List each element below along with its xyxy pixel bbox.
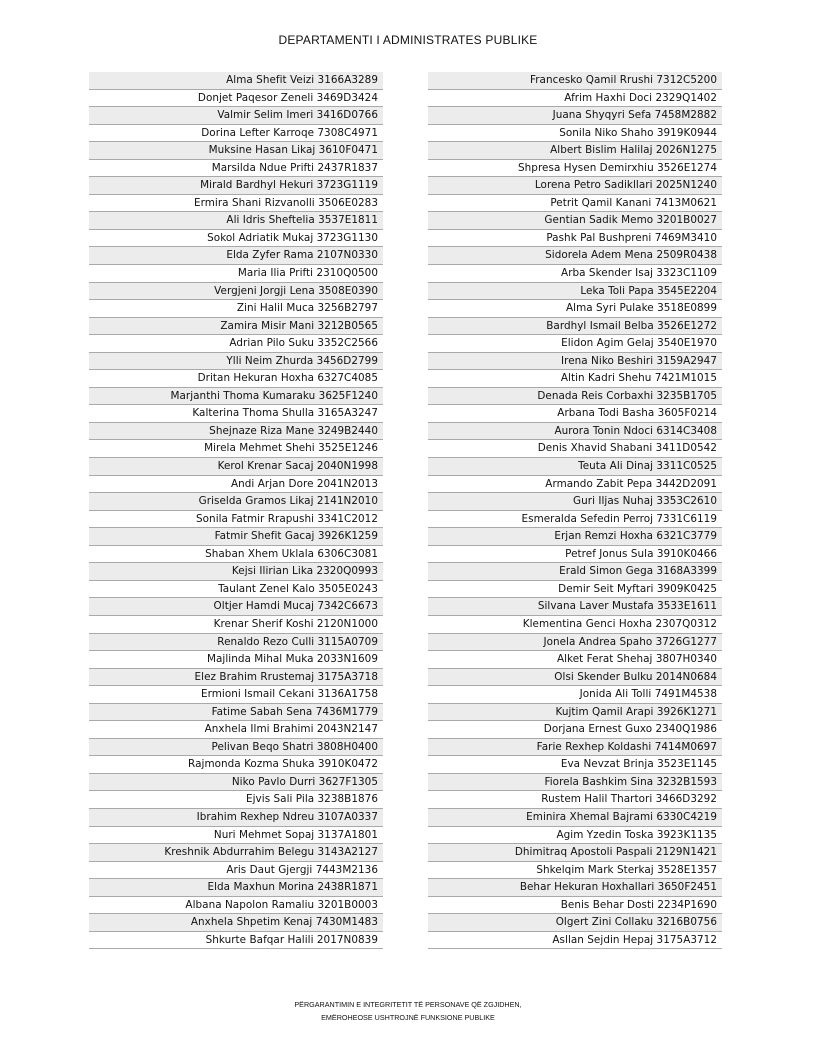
list-item: Afrim Haxhi Doci 2329Q1402 [428,90,722,108]
list-item: Anxhela Shpetim Kenaj 7430M1483 [89,914,383,932]
list-item: Dhimitraq Apostoli Paspali 2129N1421 [428,844,722,862]
list-item: Ali Idris Sheftelia 3537E1811 [89,212,383,230]
list-item: Behar Hekuran Hoxhallari 3650F2451 [428,879,722,897]
list-item: Shkurte Bafqar Halili 2017N0839 [89,932,383,950]
list-item: Eva Nevzat Brinja 3523E1145 [428,756,722,774]
list-item: Altin Kadri Shehu 7421M1015 [428,370,722,388]
list-item: Petref Jonus Sula 3910K0466 [428,546,722,564]
list-item: Fatmir Shefit Gacaj 3926K1259 [89,528,383,546]
list-item: Shpresa Hysen Demirxhiu 3526E1274 [428,160,722,178]
footer-line-2: EMËROHEOSE USHTROJNË FUNKSIONE PUBLIKE [321,1012,495,1022]
list-item: Dorina Lefter Karroqe 7308C4971 [89,125,383,143]
list-item: Jonela Andrea Spaho 3726G1277 [428,634,722,652]
list-item: Kejsi Ilirian Lika 2320Q0993 [89,563,383,581]
list-item: Ibrahim Rexhep Ndreu 3107A0337 [89,809,383,827]
list-item: Bardhyl Ismail Belba 3526E1272 [428,318,722,336]
list-item: Taulant Zenel Kalo 3505E0243 [89,581,383,599]
list-item: Renaldo Rezo Culli 3115A0709 [89,634,383,652]
list-item: Ylli Neim Zhurda 3456D2799 [89,353,383,371]
page-footer [0,999,816,1024]
list-item: Arbana Todi Basha 3605F0214 [428,405,722,423]
list-item: Agim Yzedin Toska 3923K1135 [428,827,722,845]
left-name-list [89,72,383,949]
list-item: Erjan Remzi Hoxha 6321C3779 [428,528,722,546]
list-item: Farie Rexhep Koldashi 7414M0697 [428,739,722,757]
list-item: Petrit Qamil Kanani 7413M0621 [428,195,722,213]
list-item: Adrian Pilo Suku 3352C2566 [89,335,383,353]
list-item: Denis Xhavid Shabani 3411D0542 [428,440,722,458]
list-item: Oltjer Hamdi Mucaj 7342C6673 [89,598,383,616]
list-item: Zamira Misir Mani 3212B0565 [89,318,383,336]
list-item: Leka Toli Papa 3545E2204 [428,283,722,301]
list-item: Shaban Xhem Uklala 6306C3081 [89,546,383,564]
right-name-list [428,72,722,949]
list-item: Zini Halil Muca 3256B2797 [89,300,383,318]
list-item: Sidorela Adem Mena 2509R0438 [428,247,722,265]
list-item: Sonila Niko Shaho 3919K0944 [428,125,722,143]
list-item: Klementina Genci Hoxha 2307Q0312 [428,616,722,634]
list-item: Maria Ilia Prifti 2310Q0500 [89,265,383,283]
list-item: Demir Seit Myftari 3909K0425 [428,581,722,599]
list-item: Fiorela Bashkim Sina 3232B1593 [428,774,722,792]
list-item: Dorjana Ernest Guxo 2340Q1986 [428,721,722,739]
list-item: Alma Shefit Veizi 3166A3289 [89,72,383,90]
list-item: Ermioni Ismail Cekani 3136A1758 [89,686,383,704]
list-item: Denada Reis Corbaxhi 3235B1705 [428,388,722,406]
list-item: Griselda Gramos Likaj 2141N2010 [89,493,383,511]
list-item: Marjanthi Thoma Kumaraku 3625F1240 [89,388,383,406]
list-item: Ermira Shani Rizvanolli 3506E0283 [89,195,383,213]
list-item: Arba Skender Isaj 3323C1109 [428,265,722,283]
list-item: Eminira Xhemal Bajrami 6330C4219 [428,809,722,827]
list-item: Guri Iljas Nuhaj 3353C2610 [428,493,722,511]
list-item: Kalterina Thoma Shulla 3165A3247 [89,405,383,423]
list-item: Ejvis Sali Pila 3238B1876 [89,791,383,809]
list-item: Nuri Mehmet Sopaj 3137A1801 [89,827,383,845]
list-item: Olgert Zini Collaku 3216B0756 [428,914,722,932]
list-item: Kreshnik Abdurrahim Belegu 3143A2127 [89,844,383,862]
list-item: Anxhela Ilmi Brahimi 2043N2147 [89,721,383,739]
list-item: Pelivan Beqo Shatri 3808H0400 [89,739,383,757]
list-item: Valmir Selim Imeri 3416D0766 [89,107,383,125]
list-item: Majlinda Mihal Muka 2033N1609 [89,651,383,669]
list-item: Francesko Qamil Rrushi 7312C5200 [428,72,722,90]
list-item: Irena Niko Beshiri 3159A2947 [428,353,722,371]
list-item: Gentian Sadik Memo 3201B0027 [428,212,722,230]
list-item: Armando Zabit Pepa 3442D2091 [428,476,722,494]
list-item: Muksine Hasan Likaj 3610F0471 [89,142,383,160]
list-item: Juana Shyqyri Sefa 7458M2882 [428,107,722,125]
list-item: Krenar Sherif Koshi 2120N1000 [89,616,383,634]
page-title: DEPARTAMENTI I ADMINISTRATES PUBLIKE [278,33,538,47]
list-item: Albana Napolon Ramaliu 3201B0003 [89,897,383,915]
list-item: Aris Daut Gjergji 7443M2136 [89,862,383,880]
list-item: Andi Arjan Dore 2041N2013 [89,476,383,494]
list-item: Vergjeni Jorgji Lena 3508E0390 [89,283,383,301]
list-item: Esmeralda Sefedin Perroj 7331C6119 [428,511,722,529]
list-item: Kujtim Qamil Arapi 3926K1271 [428,704,722,722]
list-item: Shkelqim Mark Sterkaj 3528E1357 [428,862,722,880]
list-item: Alma Syri Pulake 3518E0899 [428,300,722,318]
list-item: Aurora Tonin Ndoci 6314C3408 [428,423,722,441]
list-item: Olsi Skender Bulku 2014N0684 [428,669,722,687]
list-item: Donjet Paqesor Zeneli 3469D3424 [89,90,383,108]
list-item: Fatime Sabah Sena 7436M1779 [89,704,383,722]
list-item: Shejnaze Riza Mane 3249B2440 [89,423,383,441]
list-item: Elda Zyfer Rama 2107N0330 [89,247,383,265]
list-item: Marsilda Ndue Prifti 2437R1837 [89,160,383,178]
list-item: Mirela Mehmet Shehi 3525E1246 [89,440,383,458]
list-item: Jonida Ali Tolli 7491M4538 [428,686,722,704]
list-item: Asllan Sejdin Hepaj 3175A3712 [428,932,722,950]
list-item: Alket Ferat Shehaj 3807H0340 [428,651,722,669]
list-item: Niko Pavlo Durri 3627F1305 [89,774,383,792]
list-item: Rustem Halil Thartori 3466D3292 [428,791,722,809]
list-item: Benis Behar Dosti 2234P1690 [428,897,722,915]
list-item: Elda Maxhun Morina 2438R1871 [89,879,383,897]
list-item: Kerol Krenar Sacaj 2040N1998 [89,458,383,476]
list-item: Sokol Adriatik Mukaj 3723G1130 [89,230,383,248]
list-item: Erald Simon Gega 3168A3399 [428,563,722,581]
list-item: Lorena Petro Sadikllari 2025N1240 [428,177,722,195]
list-item: Dritan Hekuran Hoxha 6327C4085 [89,370,383,388]
list-item: Elidon Agim Gelaj 3540E1970 [428,335,722,353]
list-item: Sonila Fatmir Rrapushi 3341C2012 [89,511,383,529]
list-item: Elez Brahim Rrustemaj 3175A3718 [89,669,383,687]
list-item: Albert Bislim Halilaj 2026N1275 [428,142,722,160]
list-item: Silvana Laver Mustafa 3533E1611 [428,598,722,616]
list-item: Pashk Pal Bushpreni 7469M3410 [428,230,722,248]
list-item: Teuta Ali Dinaj 3311C0525 [428,458,722,476]
list-item: Mirald Bardhyl Hekuri 3723G1119 [89,177,383,195]
list-item: Rajmonda Kozma Shuka 3910K0472 [89,756,383,774]
footer-line-1: PËRGARANTIMIN E INTEGRITETIT TË PERSONAVE QË ZGJIDHEN, [294,1000,522,1009]
